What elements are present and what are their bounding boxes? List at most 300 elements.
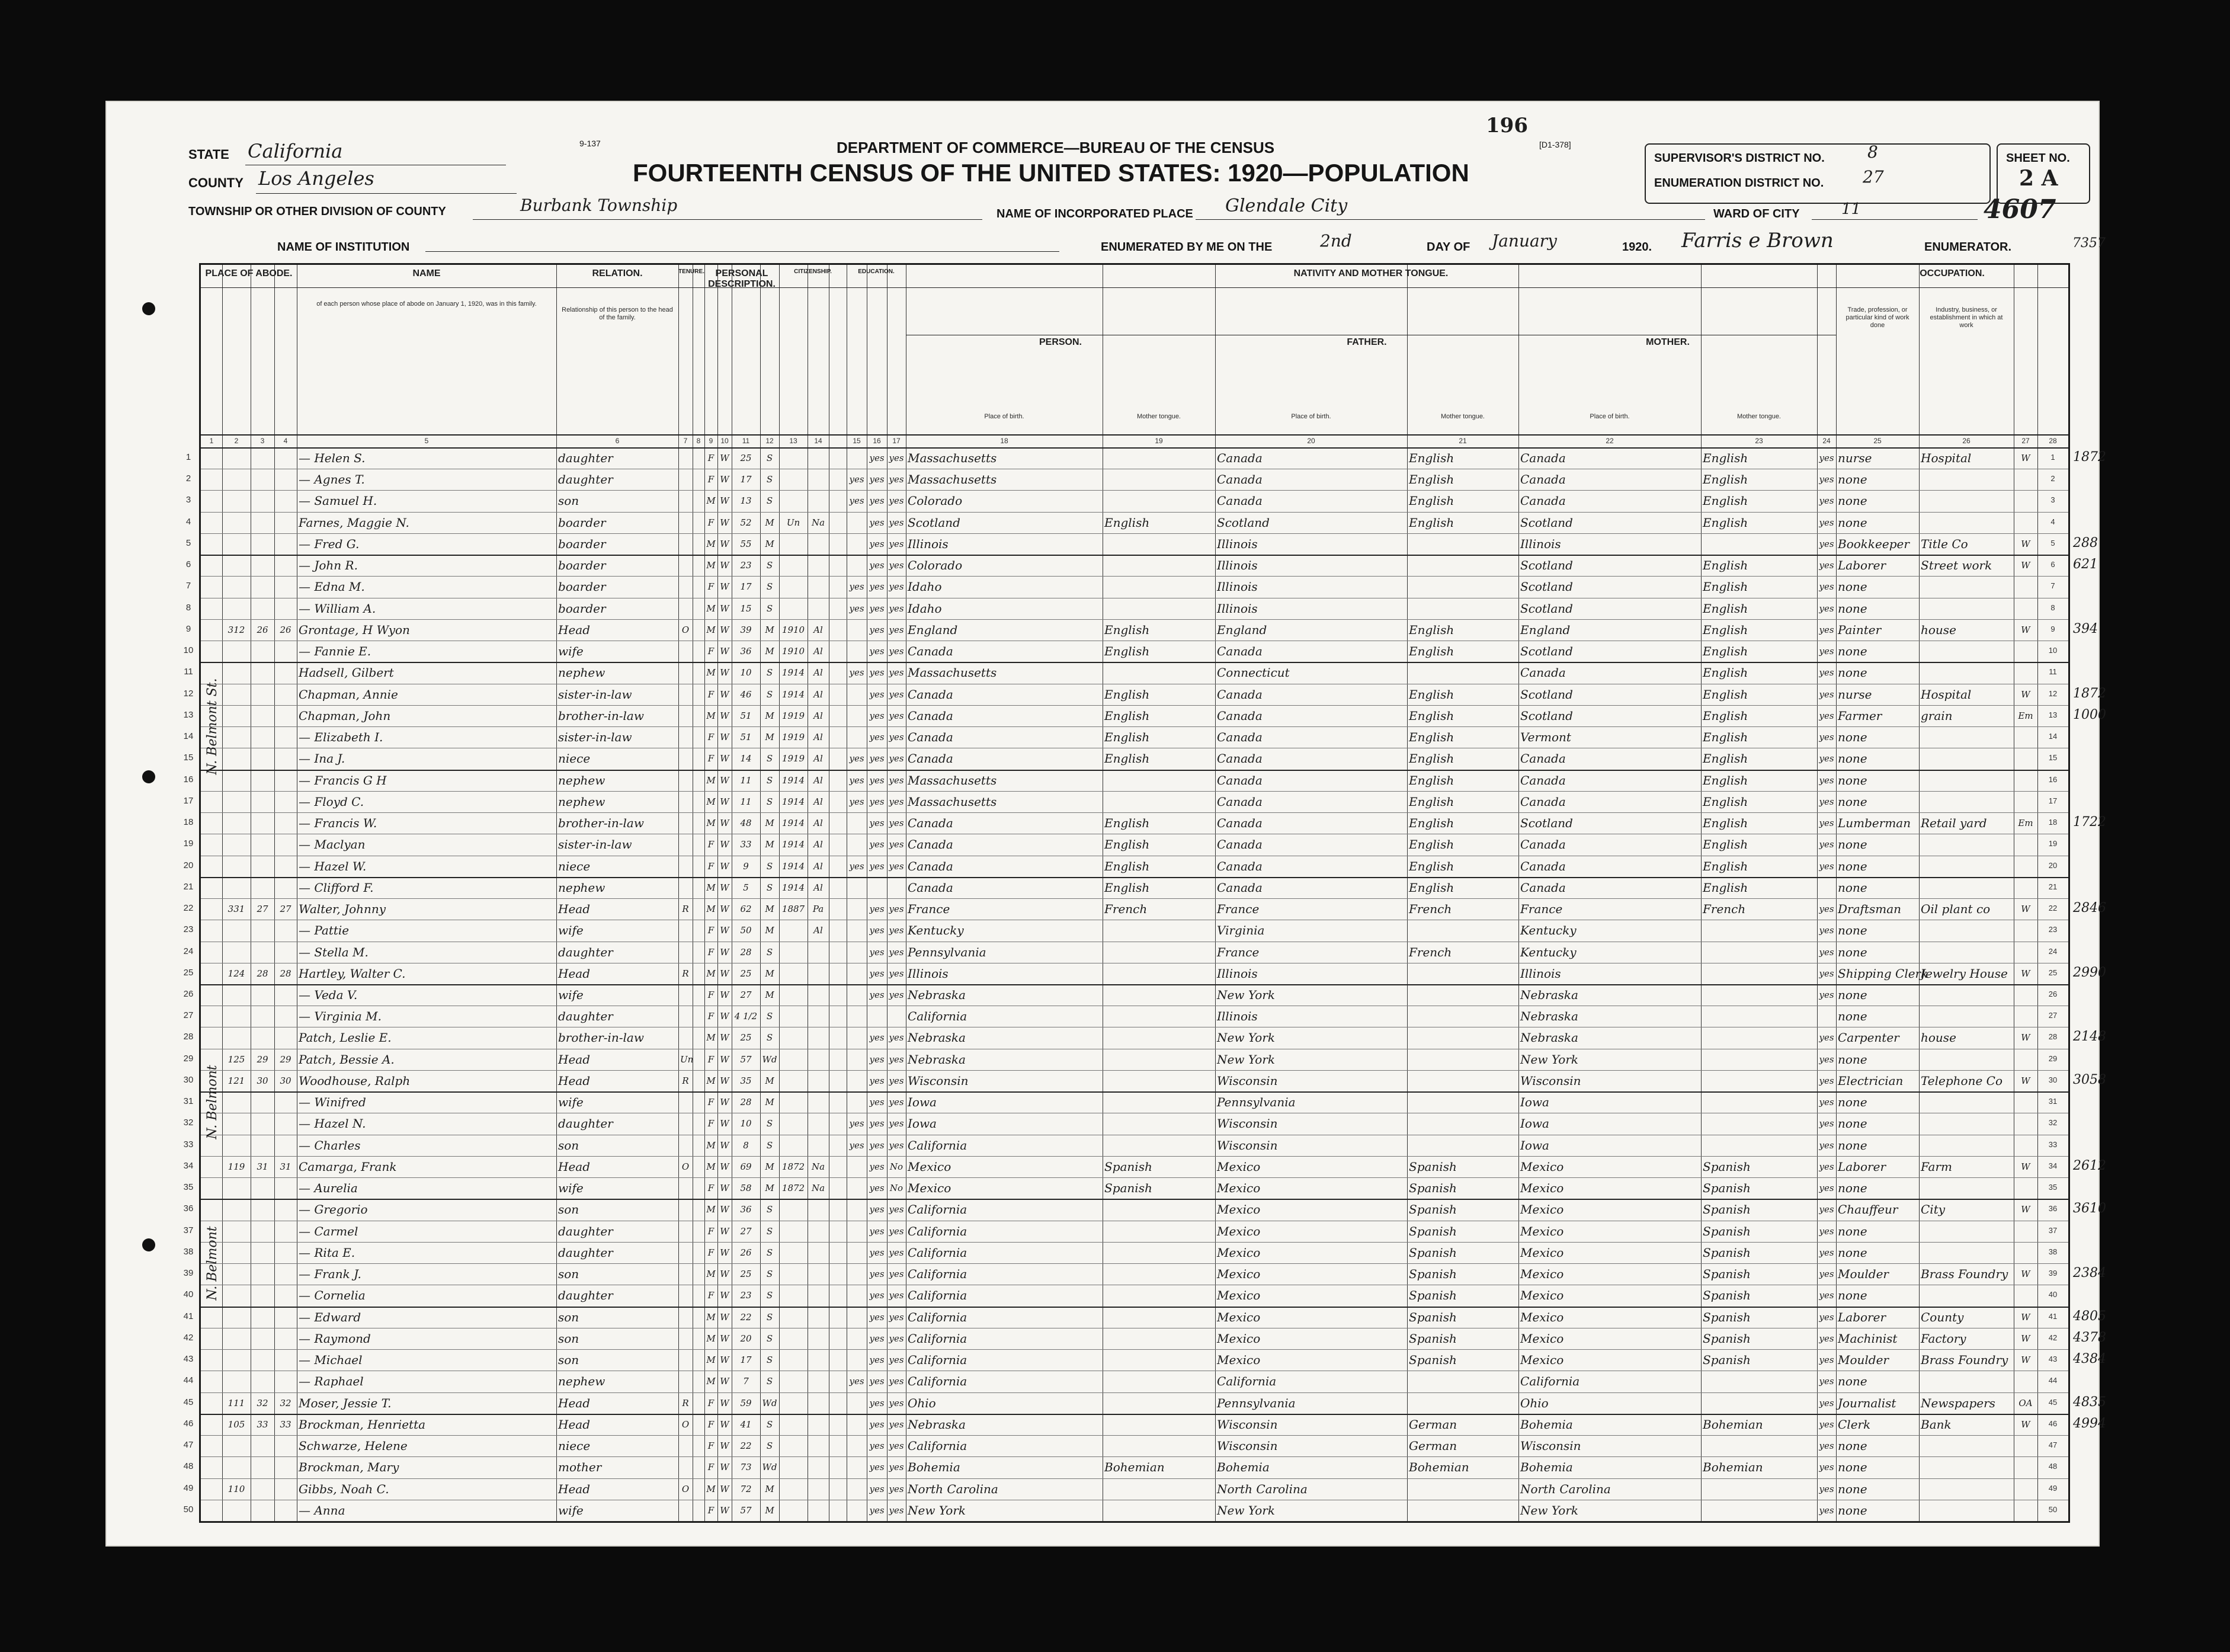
- cell-sex: M: [706, 624, 716, 635]
- cell-age: 17: [740, 474, 752, 485]
- cell-street: [203, 449, 220, 468]
- cell-mtongue: [1703, 1501, 1815, 1520]
- cell-dwell: [252, 1222, 273, 1241]
- cell-imm: 1872: [781, 1161, 805, 1172]
- cell-sex: F: [707, 925, 715, 936]
- cell-age: 39: [740, 624, 752, 635]
- cell-cls: [2016, 492, 2036, 511]
- cell-nat: Al: [813, 624, 823, 635]
- cell-industry: [1921, 1458, 2012, 1477]
- cell-trade: Chauffeur: [1838, 1202, 1898, 1217]
- cell-mpob: Nebraska: [1520, 1009, 1578, 1024]
- cell-dwell: [252, 835, 273, 854]
- cell-industry: [1921, 642, 2012, 661]
- cell-mtongue: English: [1703, 472, 1748, 487]
- cell-pob: California: [908, 1245, 967, 1260]
- cell-tongue: [1104, 470, 1213, 489]
- cell-race: W: [720, 1139, 729, 1151]
- cell-trade: none: [1838, 515, 1867, 530]
- cell-ftongue: [1409, 535, 1517, 554]
- cell-tongue: English: [1104, 816, 1150, 831]
- cell-own: [680, 664, 691, 683]
- cell-fam: [276, 1007, 295, 1026]
- cell-mtongue: Bohemian: [1703, 1460, 1763, 1475]
- cell-ms: S: [766, 474, 773, 485]
- cell-race: W: [720, 882, 729, 893]
- cell-cls: W: [2021, 1075, 2030, 1086]
- cell-nat: [809, 1244, 827, 1263]
- cell-cls: W: [2021, 1333, 2030, 1344]
- cell-ftongue: [1409, 1072, 1517, 1091]
- cell-industry: Hospital: [1921, 451, 1972, 465]
- cell-street: [203, 857, 220, 876]
- cell-name: Brockman, Mary: [299, 1460, 399, 1475]
- cell-pob: California: [908, 1439, 967, 1453]
- cell-dwell: [252, 921, 273, 940]
- column-number: 28: [2049, 437, 2057, 445]
- cell-mtongue: English: [1703, 622, 1748, 637]
- cell-ms: M: [765, 990, 774, 1000]
- cell-eng: yes: [1819, 1290, 1834, 1301]
- cell-school: yes: [849, 1139, 864, 1151]
- cell-pob: Idaho: [908, 580, 942, 594]
- row-number-right: 2: [2050, 474, 2055, 484]
- cell-age: 52: [740, 517, 752, 528]
- cell-nat: [809, 556, 827, 575]
- cell-race: W: [720, 1269, 729, 1280]
- cell-tongue: [1104, 793, 1213, 812]
- cell-read: yes: [869, 538, 885, 549]
- cell-write: No: [889, 1183, 903, 1194]
- cell-read: yes: [869, 860, 885, 872]
- cell-house: [224, 1200, 249, 1219]
- cell-rel: Head: [558, 1052, 591, 1067]
- cell-house: 125: [228, 1054, 245, 1065]
- table-row: [183, 1478, 2068, 1500]
- cell-tongue: English: [1104, 880, 1150, 895]
- cell-ftongue: English: [1409, 687, 1454, 702]
- cell-fpob: Scotland: [1217, 515, 1270, 530]
- page-stamp: 196: [1486, 114, 1528, 137]
- cell-read: yes: [869, 1333, 885, 1344]
- cell-mtongue: [1703, 1072, 1815, 1091]
- occupation-code: 288: [2073, 535, 2098, 550]
- grp-relation: RELATION.: [592, 268, 643, 278]
- cell-fpob: Virginia: [1217, 923, 1265, 938]
- cell-house: [224, 514, 249, 533]
- cell-cls: [2016, 1286, 2036, 1305]
- cell-ms: M: [765, 710, 774, 721]
- cell-eng: yes: [1819, 1397, 1834, 1408]
- cell-fpob: Wisconsin: [1217, 1138, 1278, 1152]
- cell-name: Patch, Bessie A.: [299, 1052, 395, 1067]
- cell-name: — Floyd C.: [299, 794, 364, 809]
- row-number-right: 6: [2050, 560, 2055, 569]
- enumerated-day: 2nd: [1320, 231, 1352, 251]
- cell-name: — Aurelia: [299, 1181, 358, 1196]
- cell-sex: M: [706, 560, 716, 571]
- cell-age: 25: [740, 968, 752, 979]
- cell-pob: California: [908, 1009, 967, 1024]
- cell-dwell: [252, 1372, 273, 1391]
- cell-mpob: Mexico: [1520, 1245, 1564, 1260]
- cell-house: [224, 449, 249, 468]
- table-row: [183, 963, 2106, 984]
- cell-own: [680, 578, 691, 597]
- cell-mpob: Mexico: [1520, 1288, 1564, 1303]
- cell-write: yes: [889, 925, 904, 936]
- cell-write: yes: [889, 774, 904, 786]
- cell-pob: Canada: [908, 837, 953, 852]
- cell-mpob: Scotland: [1520, 816, 1573, 831]
- cell-dwell: [252, 1501, 273, 1520]
- cell-race: W: [720, 796, 729, 807]
- cell-fpob: Illinois: [1217, 601, 1258, 616]
- cell-fam: [276, 535, 295, 554]
- row-number-right: 42: [2048, 1333, 2058, 1342]
- cell-school: [848, 1222, 865, 1241]
- cell-sex: F: [707, 1225, 715, 1237]
- cell-mpob: Canada: [1520, 751, 1566, 766]
- cell-own: [680, 921, 691, 940]
- cell-house: [224, 686, 249, 705]
- cell-race: W: [720, 1419, 729, 1430]
- cell-dwell: [252, 1136, 273, 1155]
- cell-ftongue: English: [1409, 751, 1454, 766]
- cell-imm: [781, 1351, 806, 1370]
- cell-nat: [809, 1051, 827, 1070]
- cell-trade: none: [1838, 1288, 1867, 1303]
- cell-nat: Al: [813, 774, 823, 786]
- cell-nat: Al: [813, 689, 823, 700]
- cell-name: — William A.: [299, 601, 376, 616]
- cell-own: [680, 492, 691, 511]
- cell-ftongue: English: [1409, 816, 1454, 831]
- cell-trade: Laborer: [1838, 558, 1886, 573]
- cell-mtongue: English: [1703, 494, 1748, 508]
- cell-mpob: California: [1520, 1374, 1580, 1389]
- cell-dwell: [252, 664, 273, 683]
- cell-mpob: Mexico: [1520, 1181, 1564, 1196]
- cell-fam: [276, 642, 295, 661]
- column-number: 18: [1000, 437, 1008, 445]
- cell-write: [889, 1007, 904, 1026]
- cell-industry: Factory: [1921, 1331, 1966, 1346]
- cell-trade: Laborer: [1838, 1159, 1886, 1174]
- cell-nat: Al: [813, 732, 823, 743]
- cell-dwell: [252, 556, 273, 575]
- father-tongue-column-head: Mother tongue.: [1441, 413, 1485, 420]
- cell-mtongue: English: [1703, 816, 1748, 831]
- cell-tongue: [1104, 1244, 1213, 1263]
- cell-tongue: [1104, 1136, 1213, 1155]
- row-number-right: 35: [2048, 1183, 2058, 1192]
- cell-eng: yes: [1819, 1161, 1834, 1172]
- cell-ftongue: English: [1409, 837, 1454, 852]
- cell-fam: [276, 793, 295, 812]
- cell-write: yes: [889, 1269, 904, 1280]
- cell-ms: S: [766, 1139, 773, 1151]
- cell-cls: W: [2021, 453, 2030, 463]
- cell-mpob: Wisconsin: [1520, 1439, 1581, 1453]
- cell-sex: F: [707, 1462, 715, 1473]
- cell-sex: M: [706, 774, 716, 786]
- cell-read: yes: [869, 904, 885, 915]
- table-row: [183, 684, 2106, 705]
- cell-ms: S: [766, 1118, 773, 1129]
- cell-ftongue: German: [1409, 1439, 1457, 1453]
- cell-rel: niece: [558, 751, 591, 766]
- cell-own: [680, 835, 691, 854]
- cell-ms: M: [765, 968, 774, 979]
- cell-ms: S: [766, 603, 773, 614]
- institution-label: NAME OF INSTITUTION: [277, 241, 410, 254]
- cell-cls: Em: [2018, 710, 2033, 721]
- cell-house: [224, 1244, 249, 1263]
- cell-tongue: English: [1104, 751, 1150, 766]
- cell-rel: wife: [558, 644, 584, 659]
- cell-age: 27: [740, 1225, 752, 1237]
- cell-tongue: [1104, 1308, 1213, 1327]
- cell-trade: none: [1838, 1052, 1867, 1067]
- cell-street: [203, 1394, 220, 1413]
- cell-fam: [276, 1308, 295, 1327]
- cell-write: yes: [889, 1419, 904, 1430]
- cell-mpob: Canada: [1520, 837, 1566, 852]
- cell-ms: M: [765, 517, 774, 528]
- cell-rel: niece: [558, 859, 591, 873]
- cell-trade: none: [1838, 923, 1867, 938]
- cell-sex: M: [706, 1269, 716, 1280]
- occupation-code: 3610: [2073, 1201, 2106, 1216]
- cell-eng: yes: [1819, 1225, 1834, 1237]
- row-number: 39: [183, 1268, 194, 1279]
- cell-school: [848, 1200, 865, 1219]
- cell-race: W: [720, 517, 729, 528]
- cell-mtongue: [1703, 943, 1815, 962]
- cell-race: W: [720, 1355, 729, 1366]
- cell-ms: M: [765, 839, 774, 850]
- cell-sex: M: [706, 710, 716, 721]
- row-number-right: 20: [2048, 860, 2058, 870]
- cell-ms: M: [765, 732, 774, 743]
- cell-tongue: [1104, 1093, 1213, 1112]
- cell-cls: [2016, 921, 2036, 940]
- cell-rel: Head: [558, 1159, 591, 1174]
- cell-cls: [2016, 728, 2036, 747]
- cell-cls: W: [2021, 1355, 2030, 1366]
- cell-age: 23: [740, 560, 752, 571]
- cell-mpob: Mexico: [1520, 1331, 1564, 1346]
- cell-read: yes: [869, 925, 885, 936]
- cell-street: [203, 1437, 220, 1456]
- cell-tongue: English: [1104, 515, 1150, 530]
- cell-eng: yes: [1819, 1355, 1834, 1366]
- cell-tongue: English: [1104, 687, 1150, 702]
- cell-school: yes: [849, 1118, 864, 1129]
- row-number: 35: [183, 1182, 194, 1193]
- cell-industry: [1921, 664, 2012, 683]
- cell-fam: [276, 556, 295, 575]
- cell-sex: F: [707, 1247, 715, 1258]
- cell-age: 22: [740, 1311, 752, 1323]
- cell-read: [869, 879, 885, 898]
- row-number-right: 50: [2048, 1504, 2058, 1514]
- row-number-right: 10: [2048, 646, 2058, 655]
- cell-write: yes: [889, 1054, 904, 1065]
- cell-industry: Jewelry House: [1921, 966, 2008, 981]
- cell-nat: [809, 1308, 827, 1327]
- cell-dwell: [252, 1351, 273, 1370]
- cell-mpob: Kentucky: [1520, 923, 1577, 938]
- cell-mpob: Mexico: [1520, 1310, 1564, 1324]
- table-row: [183, 834, 2068, 855]
- table-row: [183, 748, 2068, 769]
- cell-house: [224, 470, 249, 489]
- cell-mpob: France: [1520, 902, 1563, 917]
- cell-imm: [781, 1286, 806, 1305]
- form-code: [D1-378]: [1539, 140, 1571, 149]
- cell-own: [680, 556, 691, 575]
- cell-nat: [809, 986, 827, 1005]
- cell-name: — Hazel N.: [299, 1116, 366, 1131]
- cell-pob: Nebraska: [908, 1030, 966, 1045]
- occupation-code: 4994: [2073, 1416, 2106, 1431]
- cell-cls: W: [2021, 1032, 2030, 1043]
- grp-tenure: TENURE.: [678, 268, 704, 275]
- table-row: [183, 1156, 2106, 1177]
- cell-rel: son: [558, 494, 579, 508]
- census-title: FOURTEENTH CENSUS OF THE UNITED STATES: 1920—POPULATION: [633, 159, 1469, 187]
- row-number-right: 22: [2048, 904, 2058, 913]
- cell-nat: Al: [813, 839, 823, 850]
- cell-industry: grain: [1921, 708, 1953, 723]
- cell-nat: Al: [813, 667, 823, 678]
- cell-trade: Moulder: [1838, 1353, 1889, 1368]
- cell-sex: F: [707, 1290, 715, 1301]
- cell-sex: M: [706, 1075, 716, 1086]
- table-row: [183, 1307, 2106, 1328]
- row-number-right: 25: [2048, 968, 2058, 977]
- cell-name: — Gregorio: [299, 1202, 368, 1217]
- cell-school: [848, 1480, 865, 1499]
- cell-write: yes: [889, 495, 904, 507]
- cell-fam: 28: [280, 968, 291, 979]
- cell-school: [848, 1007, 865, 1026]
- cell-ms: S: [766, 453, 773, 463]
- cell-rel: Head: [558, 1073, 591, 1088]
- cell-ms: M: [765, 904, 774, 915]
- cell-ftongue: English: [1409, 730, 1454, 745]
- cell-race: W: [720, 818, 729, 829]
- row-number: 44: [183, 1375, 194, 1386]
- cell-fam: [276, 728, 295, 747]
- cell-trade: Electrician: [1838, 1073, 1904, 1088]
- cell-dwell: [252, 793, 273, 812]
- township-label: TOWNSHIP OR OTHER DIVISION OF COUNTY: [188, 205, 446, 218]
- cell-fpob: Mexico: [1217, 1159, 1261, 1174]
- table-row: [183, 1435, 2068, 1456]
- cell-pob: Idaho: [908, 601, 942, 616]
- column-number: 25: [1873, 437, 1882, 445]
- cell-ms: S: [766, 1290, 773, 1301]
- cell-write: No: [889, 1161, 903, 1172]
- cell-tongue: English: [1104, 644, 1150, 659]
- cell-nat: [809, 535, 827, 554]
- table-row: [185, 555, 2098, 576]
- cell-street: [203, 900, 220, 919]
- cell-ms: Wd: [762, 1462, 777, 1473]
- cell-read: yes: [869, 603, 885, 614]
- cell-house: [224, 921, 249, 940]
- cell-ftongue: French: [1409, 902, 1452, 917]
- cell-trade: none: [1838, 1439, 1867, 1453]
- cell-tongue: English: [1104, 622, 1150, 637]
- cell-pob: Kentucky: [908, 923, 964, 938]
- cell-industry: Title Co: [1921, 536, 1968, 551]
- row-number-right: 31: [2048, 1097, 2058, 1106]
- cell-name: — Maclyan: [299, 837, 366, 852]
- cell-eng: yes: [1819, 732, 1834, 743]
- cell-school: [848, 642, 865, 661]
- cell-nat: [809, 1265, 827, 1284]
- cell-eng: yes: [1819, 581, 1834, 593]
- cell-mtongue: Spanish: [1703, 1267, 1751, 1282]
- cell-house: [224, 793, 249, 812]
- cell-age: 69: [740, 1161, 752, 1172]
- cell-ftongue: [1409, 1093, 1517, 1112]
- cell-mtongue: Spanish: [1703, 1159, 1751, 1174]
- cell-imm: [781, 1244, 806, 1263]
- cell-house: [224, 664, 249, 683]
- cell-fam: [276, 449, 295, 468]
- row-number-right: 8: [2050, 603, 2055, 612]
- cell-school: yes: [849, 796, 864, 807]
- cell-tongue: [1104, 1007, 1213, 1026]
- cell-race: W: [720, 1183, 729, 1194]
- cell-imm: [781, 1029, 806, 1048]
- cell-rel: sister-in-law: [558, 837, 632, 852]
- row-number-right: 30: [2048, 1075, 2058, 1084]
- cell-eng: yes: [1819, 1376, 1834, 1387]
- cell-mpob: North Carolina: [1520, 1481, 1611, 1496]
- cell-ftongue: English: [1409, 794, 1454, 809]
- row-number-right: 23: [2048, 925, 2058, 934]
- cell-name: — Rita E.: [299, 1245, 355, 1260]
- cell-nat: [809, 470, 827, 489]
- cell-cls: [2016, 1480, 2036, 1499]
- row-number: 1: [185, 452, 191, 462]
- cell-sex: M: [706, 904, 716, 915]
- column-number: 23: [1755, 437, 1763, 445]
- cell-house: 110: [228, 1483, 245, 1494]
- cell-rel: son: [558, 1202, 579, 1217]
- cell-read: yes: [869, 1139, 885, 1151]
- cell-name: — Helen S.: [299, 451, 366, 465]
- cell-age: 22: [740, 1440, 752, 1452]
- cell-fpob: Canada: [1217, 859, 1263, 873]
- cell-fpob: New York: [1217, 988, 1275, 1002]
- cell-own: [680, 1437, 691, 1456]
- cell-race: W: [720, 1097, 729, 1108]
- cell-house: 105: [228, 1419, 245, 1430]
- column-number: 26: [1962, 437, 1971, 445]
- cell-ftongue: Spanish: [1409, 1353, 1457, 1368]
- cell-eng: yes: [1819, 904, 1834, 915]
- cell-write: yes: [889, 990, 904, 1000]
- cell-nat: [809, 492, 827, 511]
- cell-house: [224, 600, 249, 619]
